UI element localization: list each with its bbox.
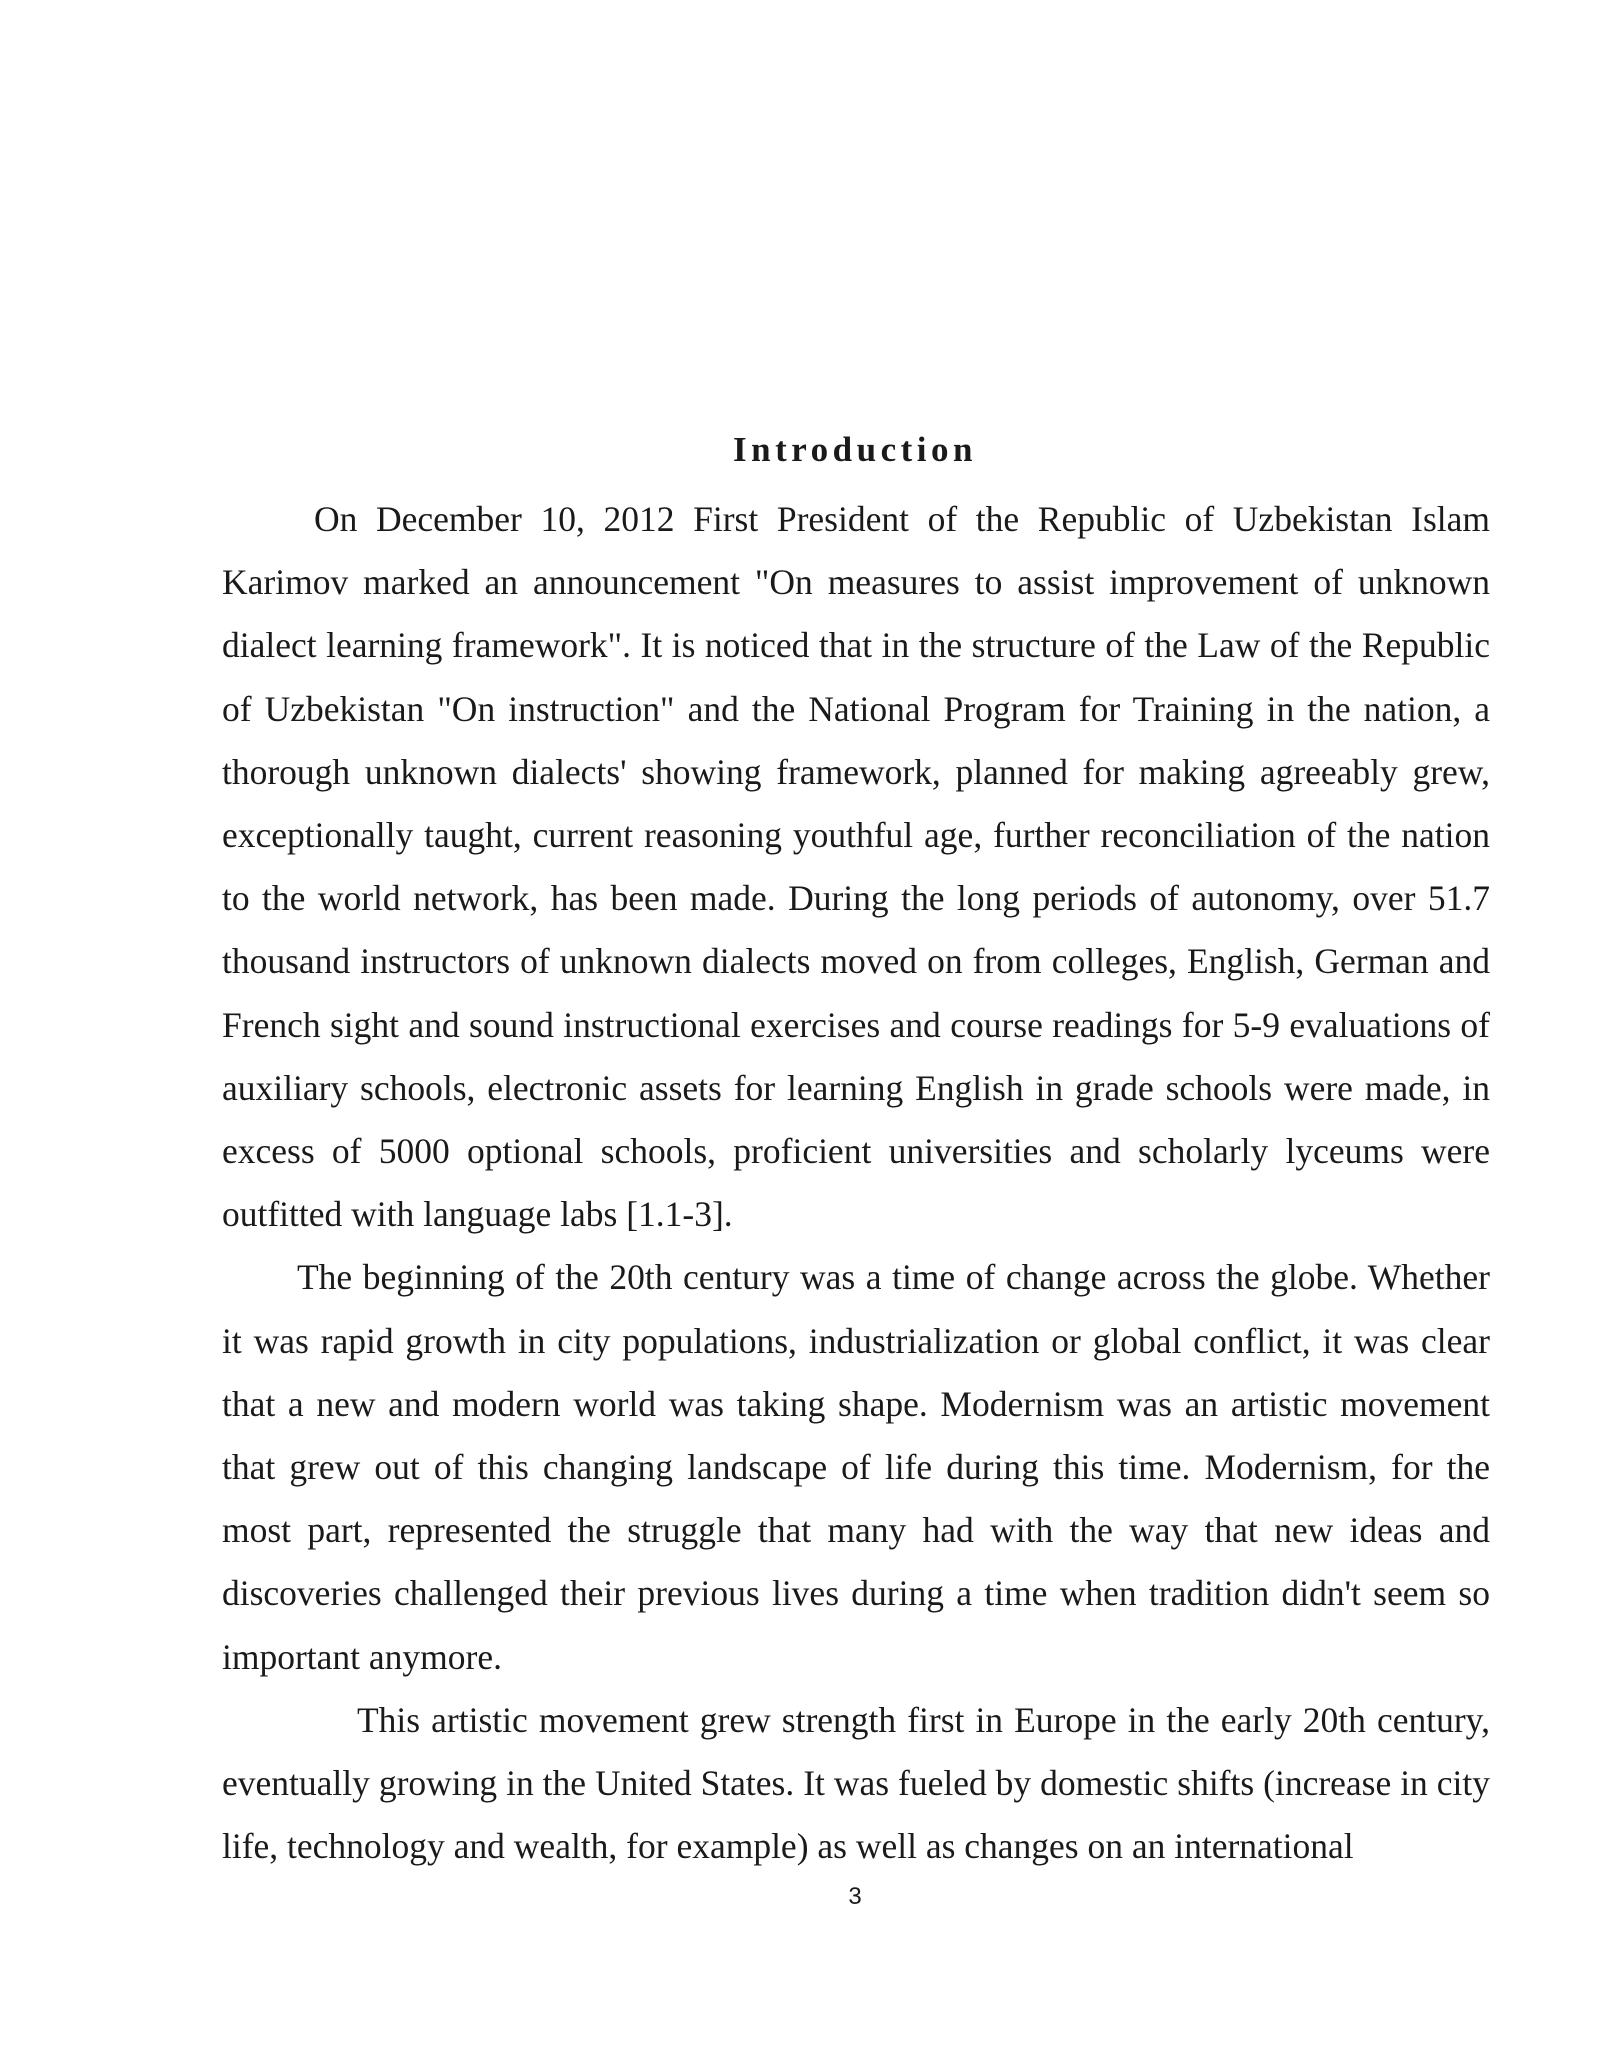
body-text	[222, 488, 1490, 1878]
page-number: 3	[848, 1883, 862, 1910]
page-title: Introduction	[733, 430, 977, 469]
paragraph-3: This artistic movement grew strength first in Europe in the early 20th century, eventually growing in the United States. It was fueled by domestic shifts (increase in city life, technology and wealth, for example) as well as changes on an international	[222, 1699, 1490, 1867]
paragraph-2: The beginning of the 20th century was a time of change across the globe. Whether it was rapid growth in city populations, industrialization or global conflict, it was clear that a new and modern world was taking shape. Modernism was an artistic movement that grew out of this changing landscape of life during this time. Modernism, for the most part, represented the struggle that many had with the way that new ideas and discoveries challenged their previous lives during a time when tradition didn't seem so important anymore.	[222, 1257, 1490, 1677]
paragraph-1: On December 10, 2012 First President of the Republic of Uzbekistan Islam Karimov marked an announcement "On measures to assist improvement of unknown dialect learning framework". It is noticed that in the structure of the Law of the Republic of Uzbekistan "On instruction" and the National Program for Training in the nation, a thorough unknown dialects' showing framework, planned for making agreeably grew, exceptionally taught, current reasoning youthful age, further reconciliation of the nation to the world network, has been made. During the long periods of autonomy, over 51.7 thousand instructors of unknown dialects moved on from colleges, English, German and French sight and sound instructional exercises and course readings for 5-9 evaluations of auxiliary schools, electronic assets for learning English in grade schools were made, in excess of 5000 optional schools, proficient universities and scholarly lyceums were outfitted with language labs [1.1-3].	[222, 499, 1490, 1235]
